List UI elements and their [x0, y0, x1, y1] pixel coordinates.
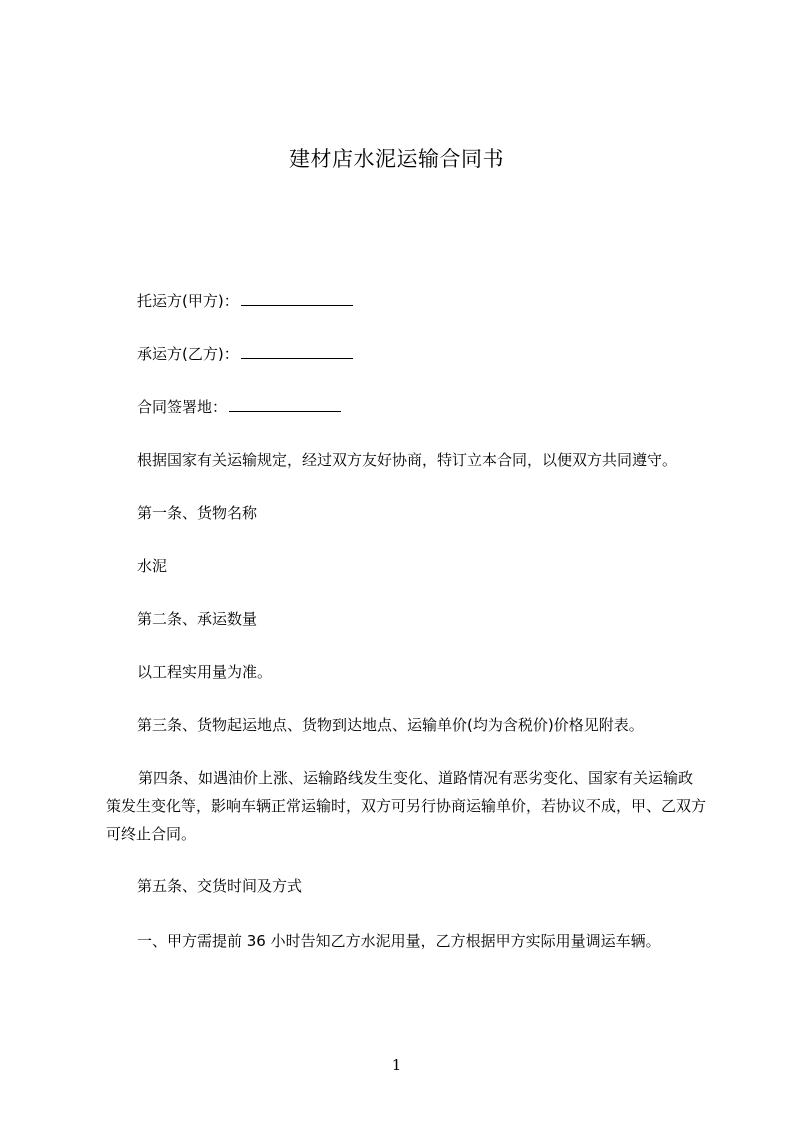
carrier-field — [137, 344, 353, 364]
article-2-content: 以工程实用量为准。 — [137, 663, 273, 681]
preamble: 根据国家有关运输规定，经过双方友好协商，特订立本合同，以便双方共同遵守。 — [137, 451, 678, 469]
carrier-blank-line — [241, 344, 353, 359]
article-3: 第三条、货物起运地点、货物到达地点、运输单价(均为含税价)价格见附表。 — [137, 716, 644, 734]
article-5-heading: 第五条、交货时间及方式 — [137, 877, 303, 895]
article-2-heading: 第二条、承运数量 — [137, 610, 258, 628]
carrier-label: 承运方(乙方)： — [137, 345, 239, 363]
article-1-content: 水泥 — [137, 557, 168, 575]
page-number: 1 — [391, 1056, 402, 1074]
article-1-heading: 第一条、货物名称 — [137, 504, 258, 522]
shipper-blank-line — [241, 291, 353, 306]
shipper-field — [137, 291, 353, 311]
article-4 — [106, 764, 706, 848]
signing-place-label: 合同签署地： — [137, 398, 228, 416]
article-5-item-1: 一、甲方需提前 36 小时告知乙方水泥用量，乙方根据甲方实际用量调运车辆。 — [137, 932, 661, 950]
shipper-label: 托运方(甲方)： — [137, 292, 239, 310]
article-4-text: 第四条、如遇油价上涨、运输路线发生变化、道路情况有恶劣变化、国家有关运输政策发生变化等，影响车辆正常运输时，双方可另行协商运输单价，若协议不成，甲、乙双方可终止合同。 — [106, 769, 707, 843]
signing-place-field — [137, 397, 341, 417]
signing-place-blank-line — [229, 397, 341, 412]
document-title: 建材店水泥运输合同书 — [289, 147, 504, 171]
